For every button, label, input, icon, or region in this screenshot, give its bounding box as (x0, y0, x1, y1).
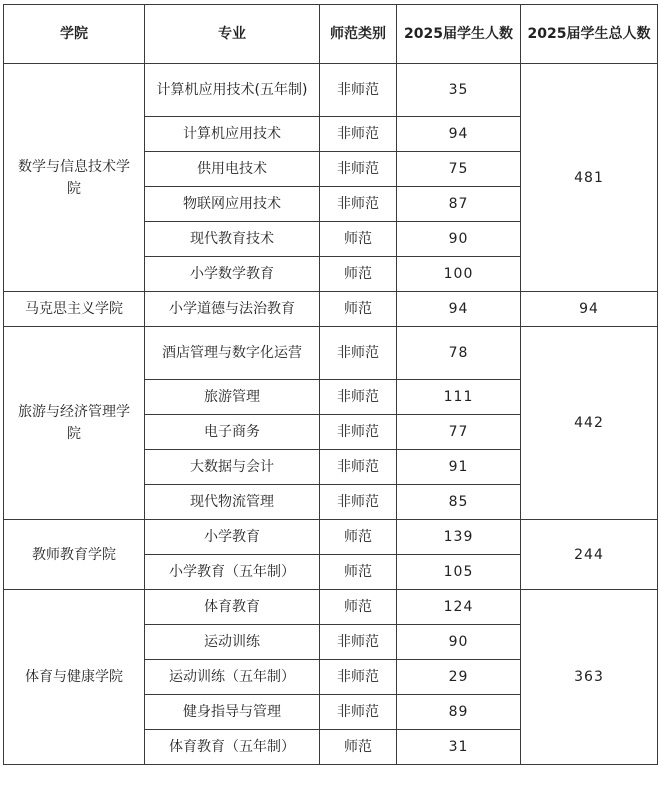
total-count-cell: 94 (521, 292, 658, 327)
major-cell: 健身指导与管理 (145, 695, 320, 730)
college-cell: 旅游与经济管理学院 (4, 327, 145, 520)
major-cell: 运动训练（五年制） (145, 660, 320, 695)
student-count-cell: 90 (397, 222, 521, 257)
teacher-type-cell: 师范 (320, 222, 397, 257)
teacher-type-cell: 非师范 (320, 152, 397, 187)
major-cell: 体育教育（五年制） (145, 730, 320, 765)
teacher-type-cell: 非师范 (320, 117, 397, 152)
student-count-cell: 85 (397, 485, 521, 520)
student-count-cell: 77 (397, 415, 521, 450)
major-cell: 小学教育（五年制） (145, 555, 320, 590)
teacher-type-cell: 非师范 (320, 450, 397, 485)
table-row (4, 64, 658, 117)
teacher-type-cell: 非师范 (320, 695, 397, 730)
student-count-cell: 78 (397, 327, 521, 380)
student-count-cell: 91 (397, 450, 521, 485)
student-count-cell: 94 (397, 117, 521, 152)
table-row (4, 292, 658, 327)
major-cell: 旅游管理 (145, 380, 320, 415)
table-row (4, 327, 658, 380)
student-count-cell: 87 (397, 187, 521, 222)
table-row (4, 520, 658, 555)
student-count-cell: 90 (397, 625, 521, 660)
student-count-cell: 29 (397, 660, 521, 695)
major-cell: 供用电技术 (145, 152, 320, 187)
major-cell: 运动训练 (145, 625, 320, 660)
student-count-cell: 89 (397, 695, 521, 730)
document-page (3, 4, 657, 765)
college-cell: 数学与信息技术学院 (4, 64, 145, 292)
student-count-cell: 111 (397, 380, 521, 415)
major-cell: 电子商务 (145, 415, 320, 450)
total-count-cell: 363 (521, 590, 658, 765)
student-count-cell: 139 (397, 520, 521, 555)
college-cell: 体育与健康学院 (4, 590, 145, 765)
student-count-cell: 31 (397, 730, 521, 765)
major-cell: 大数据与会计 (145, 450, 320, 485)
major-cell: 现代教育技术 (145, 222, 320, 257)
student-count-cell: 124 (397, 590, 521, 625)
teacher-type-cell: 非师范 (320, 415, 397, 450)
major-cell: 计算机应用技术(五年制) (145, 64, 320, 117)
student-count-cell: 35 (397, 64, 521, 117)
major-cell: 计算机应用技术 (145, 117, 320, 152)
header-row (4, 5, 658, 64)
total-count-cell: 244 (521, 520, 658, 590)
student-count-cell: 105 (397, 555, 521, 590)
student-count-table (3, 4, 658, 765)
teacher-type-cell: 非师范 (320, 327, 397, 380)
header-major: 专业 (145, 5, 320, 64)
major-cell: 现代物流管理 (145, 485, 320, 520)
major-cell: 小学道德与法治教育 (145, 292, 320, 327)
teacher-type-cell: 师范 (320, 257, 397, 292)
major-cell: 小学数学教育 (145, 257, 320, 292)
teacher-type-cell: 非师范 (320, 64, 397, 117)
teacher-type-cell: 师范 (320, 555, 397, 590)
college-cell: 马克思主义学院 (4, 292, 145, 327)
total-count-cell: 442 (521, 327, 658, 520)
teacher-type-cell: 非师范 (320, 660, 397, 695)
header-type: 师范类别 (320, 5, 397, 64)
major-cell: 小学教育 (145, 520, 320, 555)
teacher-type-cell: 非师范 (320, 625, 397, 660)
teacher-type-cell: 师范 (320, 292, 397, 327)
header-count: 2025届学生人数 (397, 5, 521, 64)
major-cell: 体育教育 (145, 590, 320, 625)
teacher-type-cell: 师范 (320, 590, 397, 625)
teacher-type-cell: 非师范 (320, 380, 397, 415)
student-count-cell: 100 (397, 257, 521, 292)
header-total: 2025届学生总人数 (521, 5, 658, 64)
teacher-type-cell: 师范 (320, 520, 397, 555)
college-cell: 教师教育学院 (4, 520, 145, 590)
total-count-cell: 481 (521, 64, 658, 292)
major-cell: 酒店管理与数字化运营 (145, 327, 320, 380)
teacher-type-cell: 非师范 (320, 485, 397, 520)
major-cell: 物联网应用技术 (145, 187, 320, 222)
table-row (4, 590, 658, 625)
student-count-cell: 75 (397, 152, 521, 187)
header-college: 学院 (4, 5, 145, 64)
teacher-type-cell: 师范 (320, 730, 397, 765)
table-body (4, 64, 658, 765)
student-count-cell: 94 (397, 292, 521, 327)
teacher-type-cell: 非师范 (320, 187, 397, 222)
